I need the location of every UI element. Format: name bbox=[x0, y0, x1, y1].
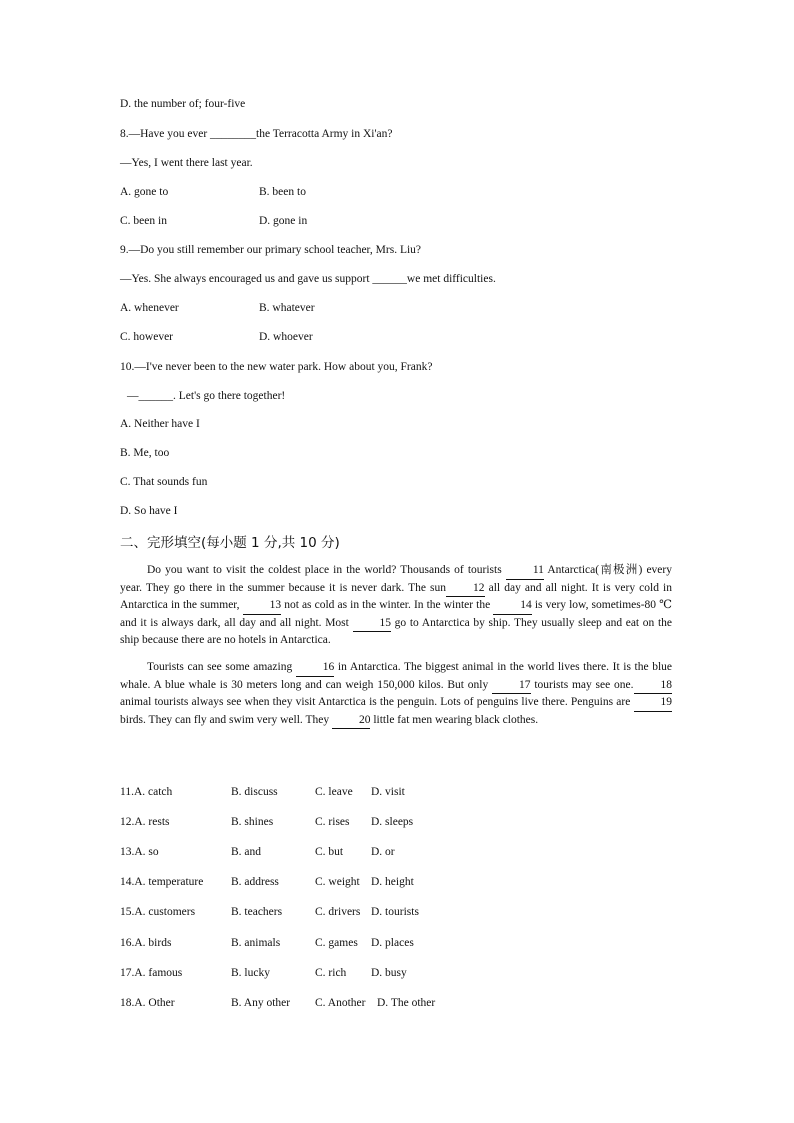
q9-option-c: C. however bbox=[120, 331, 174, 343]
q9-option-d: D. whoever bbox=[259, 331, 313, 343]
option-a: 11.A. catch bbox=[120, 786, 173, 798]
option-c: C. rich bbox=[315, 967, 347, 979]
blank-18: 18 bbox=[634, 677, 673, 695]
passage-paragraph-2 bbox=[120, 659, 672, 729]
option-c: C. leave bbox=[315, 786, 353, 798]
text-run: Tourists can see some amazing bbox=[147, 661, 296, 673]
q9-reply: —Yes. She always encouraged us and gave us support ______we met difficulties. bbox=[120, 273, 496, 285]
q7-option-d: D. the number of; four-five bbox=[120, 98, 246, 110]
q8-question: 8.—Have you ever ________the Terracotta Army in Xi'an? bbox=[120, 128, 393, 140]
option-b: B. shines bbox=[231, 816, 274, 828]
passage-paragraph-1 bbox=[120, 562, 672, 649]
option-b: B. discuss bbox=[231, 786, 278, 798]
option-d: D. tourists bbox=[371, 906, 419, 918]
q8-option-c: C. been in bbox=[120, 215, 167, 227]
option-c: C. but bbox=[315, 846, 344, 858]
option-a: 12.A. rests bbox=[120, 816, 170, 828]
option-c: C. games bbox=[315, 937, 358, 949]
q10-option-b: B. Me, too bbox=[120, 447, 170, 459]
q9-option-b: B. whatever bbox=[259, 302, 315, 314]
q8-options-row1 bbox=[120, 185, 306, 199]
option-b: B. address bbox=[231, 876, 279, 888]
blank-19: 19 bbox=[634, 694, 673, 712]
q10-option-a: A. Neither have I bbox=[120, 418, 200, 430]
q9-options-row1 bbox=[120, 301, 315, 315]
option-d: D. The other bbox=[377, 997, 436, 1009]
text-run: not as cold as in the winter. In the winter the bbox=[281, 599, 494, 612]
text-run: animal tourists always see when they visit Antarctica is the penguin. Lots of penguins live there. Penguins are bbox=[120, 696, 634, 709]
q8-options-row2 bbox=[120, 214, 308, 228]
option-b: B. lucky bbox=[231, 967, 270, 979]
text-run: little fat men wearing black clothes. bbox=[370, 713, 539, 726]
option-a: 13.A. so bbox=[120, 846, 159, 858]
text-run: Antarctica(南极洲) every year. They go there in the summer because it is never dark. The sun bbox=[120, 564, 672, 594]
q9-option-a: A. whenever bbox=[120, 302, 179, 314]
option-d: D. height bbox=[371, 876, 414, 888]
option-a: 16.A. birds bbox=[120, 937, 172, 949]
text-run: go to Antarctica by ship. They usually sleep and eat on the ship because there are no hotels in Antarctica. bbox=[120, 616, 672, 647]
option-c: C. drivers bbox=[315, 906, 361, 918]
q10-reply: —______. Let's go there together! bbox=[127, 390, 286, 402]
option-b: B. animals bbox=[231, 937, 281, 949]
paragraph-1-text bbox=[120, 562, 672, 649]
blank-17: 17 bbox=[492, 677, 531, 695]
option-a: 17.A. famous bbox=[120, 967, 183, 979]
option-a: 18.A. Other bbox=[120, 997, 175, 1009]
q8-option-b: B. been to bbox=[259, 186, 306, 198]
blank-13: 13 bbox=[243, 597, 282, 615]
text-run: tourists may see one. bbox=[530, 678, 634, 691]
text-run: birds. They can fly and swim very well. They bbox=[120, 713, 332, 726]
option-c: C. weight bbox=[315, 876, 360, 888]
blank-20: 20 bbox=[332, 712, 371, 730]
text-run: all day and all night. It is very cold in Antarctica in the summer, bbox=[120, 581, 672, 612]
option-d: D. visit bbox=[371, 786, 405, 798]
q8-option-a: A. gone to bbox=[120, 186, 169, 198]
blank-11: 11 bbox=[506, 562, 544, 580]
text-run: in Antarctica. The biggest animal in the world lives there. It is the blue whale. A blue whale is 30 meters long and can weigh 150,000 kilos. But only bbox=[120, 661, 672, 691]
option-d: D. busy bbox=[371, 967, 407, 979]
q10-option-d: D. So have I bbox=[120, 505, 178, 517]
option-d: D. sleeps bbox=[371, 816, 414, 828]
blank-14: 14 bbox=[493, 597, 532, 615]
q8-reply: —Yes, I went there last year. bbox=[120, 157, 253, 169]
q8-option-d: D. gone in bbox=[259, 215, 308, 227]
paragraph-2-text bbox=[120, 659, 672, 729]
q10-option-c: C. That sounds fun bbox=[120, 476, 208, 488]
option-a: 14.A. temperature bbox=[120, 876, 204, 888]
blank-16: 16 bbox=[296, 659, 335, 677]
option-c: C. rises bbox=[315, 816, 350, 828]
option-b: B. and bbox=[231, 846, 262, 858]
option-c: C. Another bbox=[315, 997, 366, 1009]
option-b: B. Any other bbox=[231, 997, 291, 1009]
text-run: Do you want to visit the coldest place in the world? Thousands of tourists bbox=[147, 564, 506, 576]
text-run: is very low, sometimes-80 ℃ and it is always dark, all day and all night. Most bbox=[120, 599, 672, 629]
q9-options-row2 bbox=[120, 330, 313, 344]
blank-15: 15 bbox=[353, 615, 392, 633]
section-heading: 二、完形填空(每小题 1 分,共 10 分) bbox=[120, 535, 340, 551]
blank-12: 12 bbox=[446, 580, 485, 598]
option-d: D. or bbox=[371, 846, 395, 858]
option-b: B. teachers bbox=[231, 906, 283, 918]
q10-question: 10.—I've never been to the new water park. How about you, Frank? bbox=[120, 361, 433, 373]
q9-question: 9.—Do you still remember our primary school teacher, Mrs. Liu? bbox=[120, 244, 422, 256]
option-a: 15.A. customers bbox=[120, 906, 196, 918]
option-d: D. places bbox=[371, 937, 414, 949]
